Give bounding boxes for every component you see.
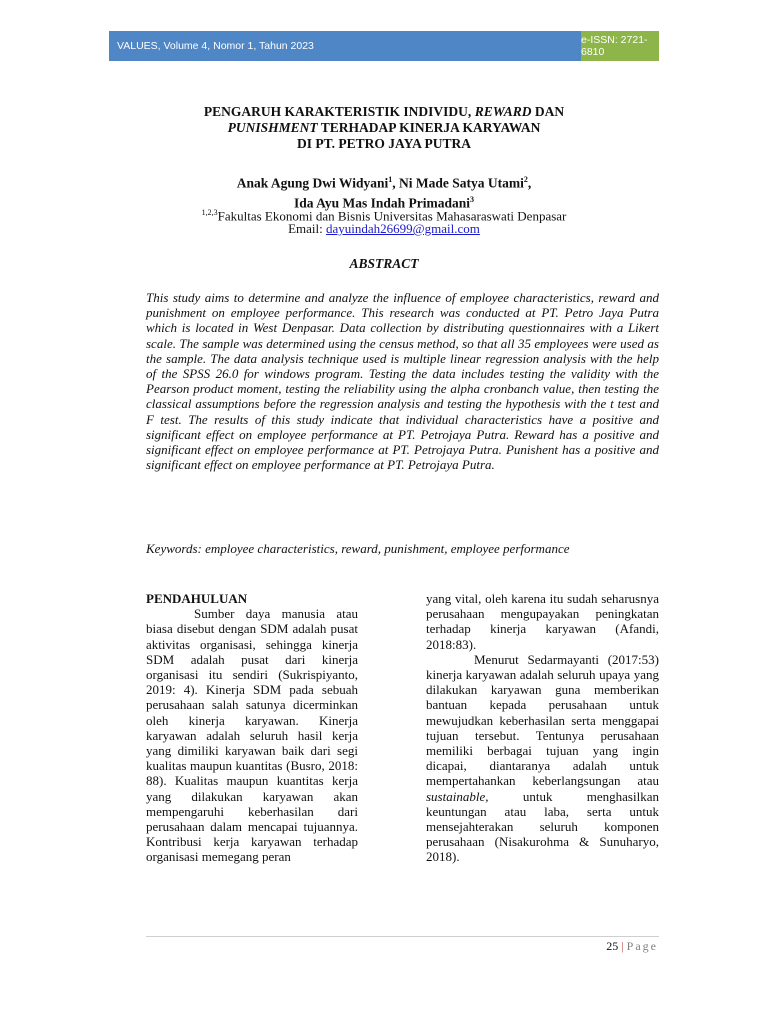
email-line: [109, 221, 659, 236]
page-footer: [606, 939, 658, 954]
journal-info: [109, 31, 581, 61]
journal-title: VALUES, Volume 4, Nomor 1, Tahun 2023: [117, 40, 314, 52]
issn-label: e-ISSN: 2721-6810: [581, 34, 648, 58]
intro-paragraph-1-cont: yang vital, oleh karena itu sudah seharusnya perusahaan mengupayakan peningkatan terhadap kinerja karyawan (Afandi, 2018:83).: [426, 591, 659, 652]
footer-divider: [146, 936, 659, 937]
title-punishment-italic: PUNISHMENT: [227, 120, 318, 135]
intro-paragraph-2-text-a: Menurut Sedarmayanti (2017:53) kinerja karyawan adalah seluruh upaya yang dilakukan karyawan guna memberikan bantuan kepada perusahaan untuk mewujudkan keberhasilan serta menggapai tujuan tersebut. Tentunya perusahaan memiliki berbagai tujuan yang ingin dicapai, diantaranya adalah untuk mempertahankan keberlangsungan atau: [426, 651, 659, 789]
keywords: Keywords: employee characteristics, reward, punishment, employee performance: [146, 541, 570, 556]
page-number: 25: [606, 939, 619, 953]
intro-paragraph-1: Sumber daya manusia atau biasa disebut dengan SDM adalah pusat aktivitas organisasi, sehingga kinerja SDM adalah pusat dari kinerja organisasi itu sendiri (Sukrispiyanto, 2019: 4). Kinerja SDM pada sebuah perusahaan salah satunya dicerminkan oleh kinerja karyawan. Kinerja karyawan adalah seluruh hasil kerja yang dimiliki karyawan baik dari segi kualitas maupun kuantitas (Busro, 2018: 88). Kualitas maupun kuantitas kerja yang dilakukan karyawan akan mempengaruhi keberhasilan dari perusahaan dalam mencapai tujuannya. Kontribusi kerja karyawan terhadap organisasi memegang peran: [146, 606, 358, 865]
page-separator: |: [621, 939, 624, 953]
paper-title: [109, 104, 659, 152]
author-2-end: ,: [527, 175, 532, 191]
abstract-text: This study aims to determine and analyze the influence of employee characteristics, reward and punishment on employee performance. This research was conducted at PT. Petro Jaya Putra which is located in West Denpasar. Data collection by distributing questionnaires with a Likert scale. The sample was determined using the census method, so that all 35 employees were used as the sample. The data analysis technique used is multiple linear regression analysis with the help of the SPSS 26.0 for windows program. Testing the data includes testing the validity with the Pearson product moment, testing the reliability using the alpha cronbanch value, then testing the classical assumptions before the regression analysis and testing the hypothesis with the t test and F test. The results of this study indicate that individual characteristics have a positive and significant effect on employee performance at PT. Petrojaya Putra. Reward has a positive and significant effect on employee performance at PT. Petrojaya Putra. Punishent has a positive and significant effect on employee performance at PT. Petrojaya Putra.: [146, 290, 659, 473]
author-2-sup: 2: [523, 175, 528, 184]
author-1-sup: 1: [388, 175, 393, 184]
journal-header: [109, 31, 659, 61]
issn-box: [581, 31, 659, 61]
title-line3-text: DI PT. PETRO JAYA PUTRA: [297, 136, 471, 151]
abstract-heading: ABSTRACT: [349, 256, 419, 271]
author-3: Ida Ayu Mas Indah Primadani: [293, 195, 471, 210]
title-line1-text: PENGARUH KARAKTERISTIK INDIVIDU,: [203, 104, 475, 119]
intro-paragraph-2-text-b: , untuk menghasilkan keuntungan atau laba, serta untuk mensejahterakan seluruh komponen perusahaan (Nisakurohma & Sunuharyo, 2018).: [426, 788, 659, 865]
intro-paragraph-2: [426, 652, 659, 865]
title-reward-italic: REWARD: [474, 104, 532, 119]
author-3-sup: 3: [470, 194, 475, 204]
section-heading: PENDAHULUAN: [146, 591, 248, 606]
intro-paragraph-2-italic: sustainable: [426, 788, 486, 804]
email-link[interactable]: dayuindah26699@gmail.com: [326, 221, 480, 236]
body-column-left: [146, 591, 358, 865]
affiliation-text: Fakultas Ekonomi dan Bisnis Universitas Mahasaraswati Denpasar: [217, 208, 567, 224]
body-column-right: [426, 591, 659, 865]
author-2: , Ni Made Satya Utami: [392, 175, 524, 191]
email-label: Email:: [288, 221, 327, 236]
affiliation-sup: 1,2,3: [201, 208, 218, 217]
title-line1-end: DAN: [531, 104, 565, 119]
page-word: Page: [626, 939, 658, 953]
title-line2-text: TERHADAP KINERJA KARYAWAN: [317, 120, 541, 135]
author-1: Anak Agung Dwi Widyani: [236, 175, 389, 191]
